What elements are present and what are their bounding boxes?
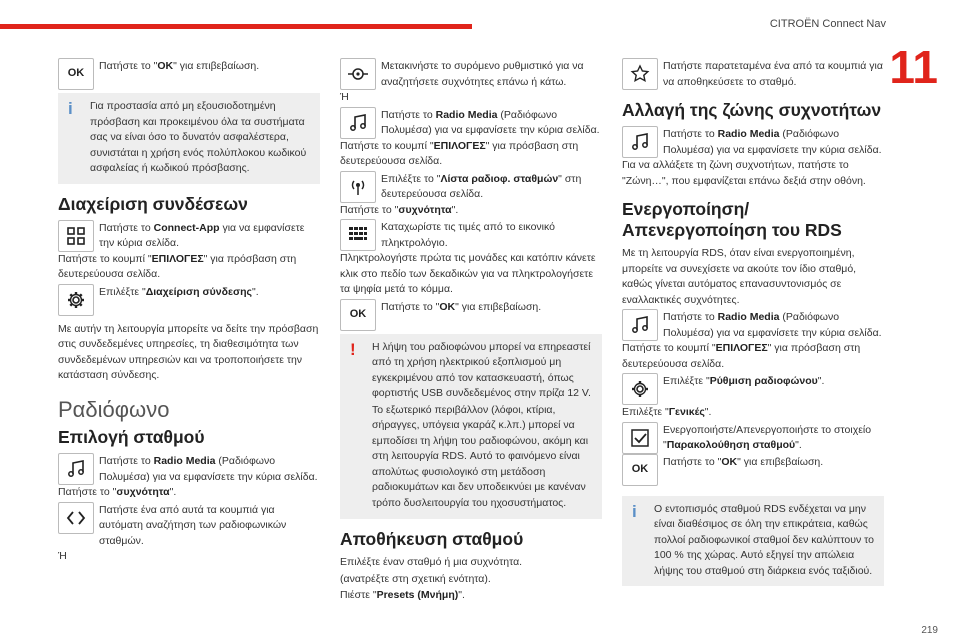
column-2: Μετακινήστε το συρόμενο ρυθμιστικό για να αναζητήσετε συχνότητες επάνω ή κάτω. Ή Πατήστε το Radio Media (Ραδιόφωνο Πολυμέσα) για να εμφανίσετε την κύρια σελίδα. Πατήστε το κουμπί "ΕΠΙΛΟΓΕΣ" για πρόσβαση στη δευτερεύουσα σελίδα. Επιλέξτε το "Λίστα ραδιοφ. σταθμών" στη δευτερεύουσα σελίδα. Πατήστε το "συχνότητα". Καταχωρίστε τις τιμές από το εικονικό πληκτρολόγιο. Πληκτρολογήστε πρώτα τις μονάδες και κατόπιν κάνετε κλικ στο πεδίο των δεκαδικών για να πληκτρολογήσετε τα ψηφία μετά το κόμμα. OK Πατήστε το "OK" για επιβεβαίωση. ! Η λήψη του ραδιοφώνου μπορεί να επηρεαστεί από τη χρήση ηλεκτρικού εξοπλισμού μη εγκεκριμένου από τον κατασκευαστή, όπως φορτιστής USB συνδεδεμένος στην πρίζα 12 V. Το εξωτερικό περιβάλλον (λόφοι, κτίρια, σήραγγες, υπόγεια γκαράζ κ.λπ.) μπορεί να εμποδίσει τη λήψη του ραδιοφώνου, ακόμη και στη λειτουργία RDS. Αυτό το φαινόμενο είναι απολύτως φυσιολογικό στη μετάδοση ραδιοκυμάτων και δεν υποδεικνύει με κανέναν τρόπο δυσλειτουργία του ηχοσυστήματος. Αποθήκευση σταθμού Επιλέξτε έναν σταθμό ή μια συχνότητα. (ανατρέξτε στη σχετική ενότητα). Πιέστε "Presets (Μνήμη)". bbox=[340, 58, 602, 605]
text-options: Πατήστε το κουμπί "ΕΠΙΛΟΓΕΣ" για πρόσβαση στη δευτερεύουσα σελίδα. bbox=[58, 252, 297, 280]
star-save-icon bbox=[622, 58, 658, 90]
step-slider: Μετακινήστε το συρόμενο ρυθμιστικό για να αναζητήσετε συχνότητες επάνω ή κάτω. bbox=[340, 58, 602, 90]
music-note-icon bbox=[58, 453, 94, 485]
music-note-icon bbox=[340, 107, 376, 139]
column-1 bbox=[58, 58, 320, 566]
warning-icon: ! bbox=[350, 339, 356, 359]
heading-change-band: Αλλαγή της ζώνης συχνοτήτων bbox=[622, 100, 882, 120]
music-note-icon bbox=[622, 126, 658, 158]
section-title-radio: Ραδιόφωνο bbox=[58, 396, 170, 422]
step-radio-media-3: Πατήστε το Radio Media (Ραδιόφωνο Πολυμέσα) για να εμφανίσετε την κύρια σελίδα. bbox=[622, 126, 884, 158]
chapter-number: 11 bbox=[889, 41, 938, 93]
apps-grid-icon bbox=[58, 220, 94, 252]
page-number: 219 bbox=[921, 625, 938, 636]
step-radio-media-2: Πατήστε το Radio Media (Ραδιόφωνο Πολυμέσα) για να εμφανίσετε την κύρια σελίδα. bbox=[340, 107, 602, 139]
info-icon: i bbox=[632, 501, 637, 521]
gear-icon bbox=[58, 284, 94, 316]
step-station-list: Επιλέξτε το "Λίστα ραδιοφ. σταθμών" στη δευτερεύουσα σελίδα. bbox=[340, 171, 602, 203]
crosshair-slider-icon bbox=[340, 58, 376, 90]
ok-button-icon: OK bbox=[622, 454, 658, 486]
step-ok-3: OK Πατήστε το "OK" για επιβεβαίωση. bbox=[622, 454, 884, 486]
step-keypad: Καταχωρίστε τις τιμές από το εικονικό πληκτρολόγιο. bbox=[340, 219, 602, 251]
heading-connection-management: Διαχείριση συνδέσεων bbox=[58, 193, 248, 214]
radio-antenna-icon bbox=[340, 171, 376, 203]
step-ok-2: OK Πατήστε το "OK" για επιβεβαίωση. bbox=[340, 299, 602, 331]
music-note-icon bbox=[622, 309, 658, 341]
step-station-tracking: Ενεργοποιήστε/Απενεργοποιήστε το στοιχείο "Παρακολούθηση σταθμού". bbox=[622, 422, 884, 454]
heading-rds: Ενεργοποίηση/ Απενεργοποίηση του RDS bbox=[622, 199, 842, 240]
warning-box: ! Η λήψη του ραδιοφώνου μπορεί να επηρεαστεί από τη χρήση ηλεκτρικού εξοπλισμού μη εγκεκριμένου από τον κατασκευαστή, όπως φορτιστής USB συνδεδεμένος στην πρίζα 12 V. Το εξωτερικό περιβάλλον (λόφοι, κτίρια, σήραγγες, υπόγεια γκαράζ κ.λπ.) μπορεί να εμποδίσει τη λήψη του ραδιοφώνου, ακόμη και στη λειτουργία RDS. Αυτό το φαινόμενο είναι απολύτως φυσιολογικό στη μετάδοση ραδιοκυμάτων και δεν υποδεικνύει με κανέναν τρόπο δυσλειτουργία του ηχοσυστήματος. bbox=[340, 334, 602, 520]
gear-icon bbox=[622, 373, 658, 405]
chevron-left-right-icon bbox=[58, 502, 94, 534]
ok-button-icon: OK bbox=[340, 299, 376, 331]
heading-store-station: Αποθήκευση σταθμού bbox=[340, 529, 524, 549]
step-connection-settings: Επιλέξτε "Διαχείριση σύνδεσης". bbox=[58, 284, 320, 316]
text-or: Ή bbox=[58, 550, 67, 562]
top-accent-bar bbox=[0, 24, 472, 29]
step-radio-media: Πατήστε το Radio Media (Ραδιόφωνο Πολυμέσα) για να εμφανίσετε την κύρια σελίδα. bbox=[58, 453, 320, 485]
step-radio-settings: Επιλέξτε "Ρύθμιση ραδιοφώνου". bbox=[622, 373, 884, 405]
keypad-icon bbox=[340, 219, 376, 251]
checkbox-icon bbox=[622, 422, 658, 454]
page-header: CITROËN Connect Nav bbox=[769, 18, 886, 30]
step-connect-app: Πατήστε το Connect-App για να εμφανίσετε την κύρια σελίδα. bbox=[58, 220, 320, 252]
step-ok: OK Πατήστε το "OK" για επιβεβαίωση. bbox=[58, 58, 320, 90]
step-radio-media-4: Πατήστε το Radio Media (Ραδιόφωνο Πολυμέσα) για να εμφανίσετε την κύρια σελίδα. bbox=[622, 309, 884, 341]
step-long-press: Πατήστε παρατεταμένα ένα από τα κουμπιά για να αποθηκεύσετε το σταθμό. bbox=[622, 58, 884, 90]
info-box: i Ο εντοπισμός σταθμού RDS ενδέχεται να μην είναι διαθέσιμος σε όλη την επικράτεια, καθώς πολλοί ραδιοφωνικοί σταθμοί δεν καλύπτουν το 100 % της χώρας. Αυτό εξηγεί την απώλεια λήψης του σταθμού στη διάρκεια ενός ταξιδιού. bbox=[622, 496, 884, 587]
ok-button-icon: OK bbox=[58, 58, 94, 90]
heading-select-station: Επιλογή σταθμού bbox=[58, 427, 205, 447]
info-box: i Για προστασία από μη εξουσιοδοτημένη πρόσβαση και προκειμένου όλα τα συστήματα σας να είναι όσο το δυνατόν ασφαλέστερα, συνιστάται η χρήση ενός πολύπλοκου κωδικού ασφαλείας ή κωδικού πρόσβασης. bbox=[58, 93, 320, 184]
info-icon: i bbox=[68, 99, 73, 118]
step-seek: Πατήστε ένα από αυτά τα κουμπιά για αυτόματη αναζήτηση των ραδιοφωνικών σταθμών. bbox=[58, 502, 320, 550]
text-frequency: Πατήστε το "συχνότητα". bbox=[58, 486, 177, 498]
column-3: Πατήστε παρατεταμένα ένα από τα κουμπιά για να αποθηκεύσετε το σταθμό. Αλλαγή της ζώνης συχνοτήτων Πατήστε το Radio Media (Ραδιόφωνο Πολυμέσα) για να εμφανίσετε την κύρια σελίδα. Για να αλλάξετε τη ζώνη συχνοτήτων, πατήστε το "Ζώνη…", που εμφανίζεται επάνω δεξιά στην οθόνη. Ενεργοποίηση/ Απενεργοποίηση του RDS Με τη λειτουργία RDS, όταν είναι ενεργοποιημένη, μπορείτε να συνεχίσετε να ακούτε τον ίδιο σταθμό, καθώς γίνεται αυτόματος επανασυντονισμός σε εναλλακτικές συχνότητες. Πατήστε το Radio Media (Ραδιόφωνο Πολυμέσα) για να εμφανίσετε την κύρια σελίδα. Πατήστε το κουμπί "ΕΠΙΛΟΓΕΣ" για πρόσβαση στη δευτερεύουσα σελίδα. Επιλέξτε "Ρύθμιση ραδιοφώνου". Επιλέξτε "Γενικές". Ενεργοποιήστε/Απενεργοποιήστε το στοιχείο "Παρακολούθηση σταθμού". OK Πατήστε το "OK" για επιβεβαίωση. i Ο εντοπισμός σταθμού RDS ενδέχεται να μην είναι διαθέσιμος σε όλη την επικράτεια, καθώς πολλοί ραδιοφωνικοί σταθμοί δεν καλύπτουν το 100 % της χώρας. Αυτό εξηγεί την απώλεια λήψης του σταθμού στη διάρκεια ενός ταξιδιού. bbox=[622, 58, 884, 594]
paragraph: Με αυτήν τη λειτουργία μπορείτε να δείτε την πρόσβαση στις συνδεδεμένες υπηρεσίες, τη διαθεσιμότητα των συνδεδεμένων υπηρεσιών και να τροποποιήσετε την κατάσταση σύνδεσης. bbox=[58, 322, 319, 381]
text-or: Ή bbox=[340, 91, 349, 103]
